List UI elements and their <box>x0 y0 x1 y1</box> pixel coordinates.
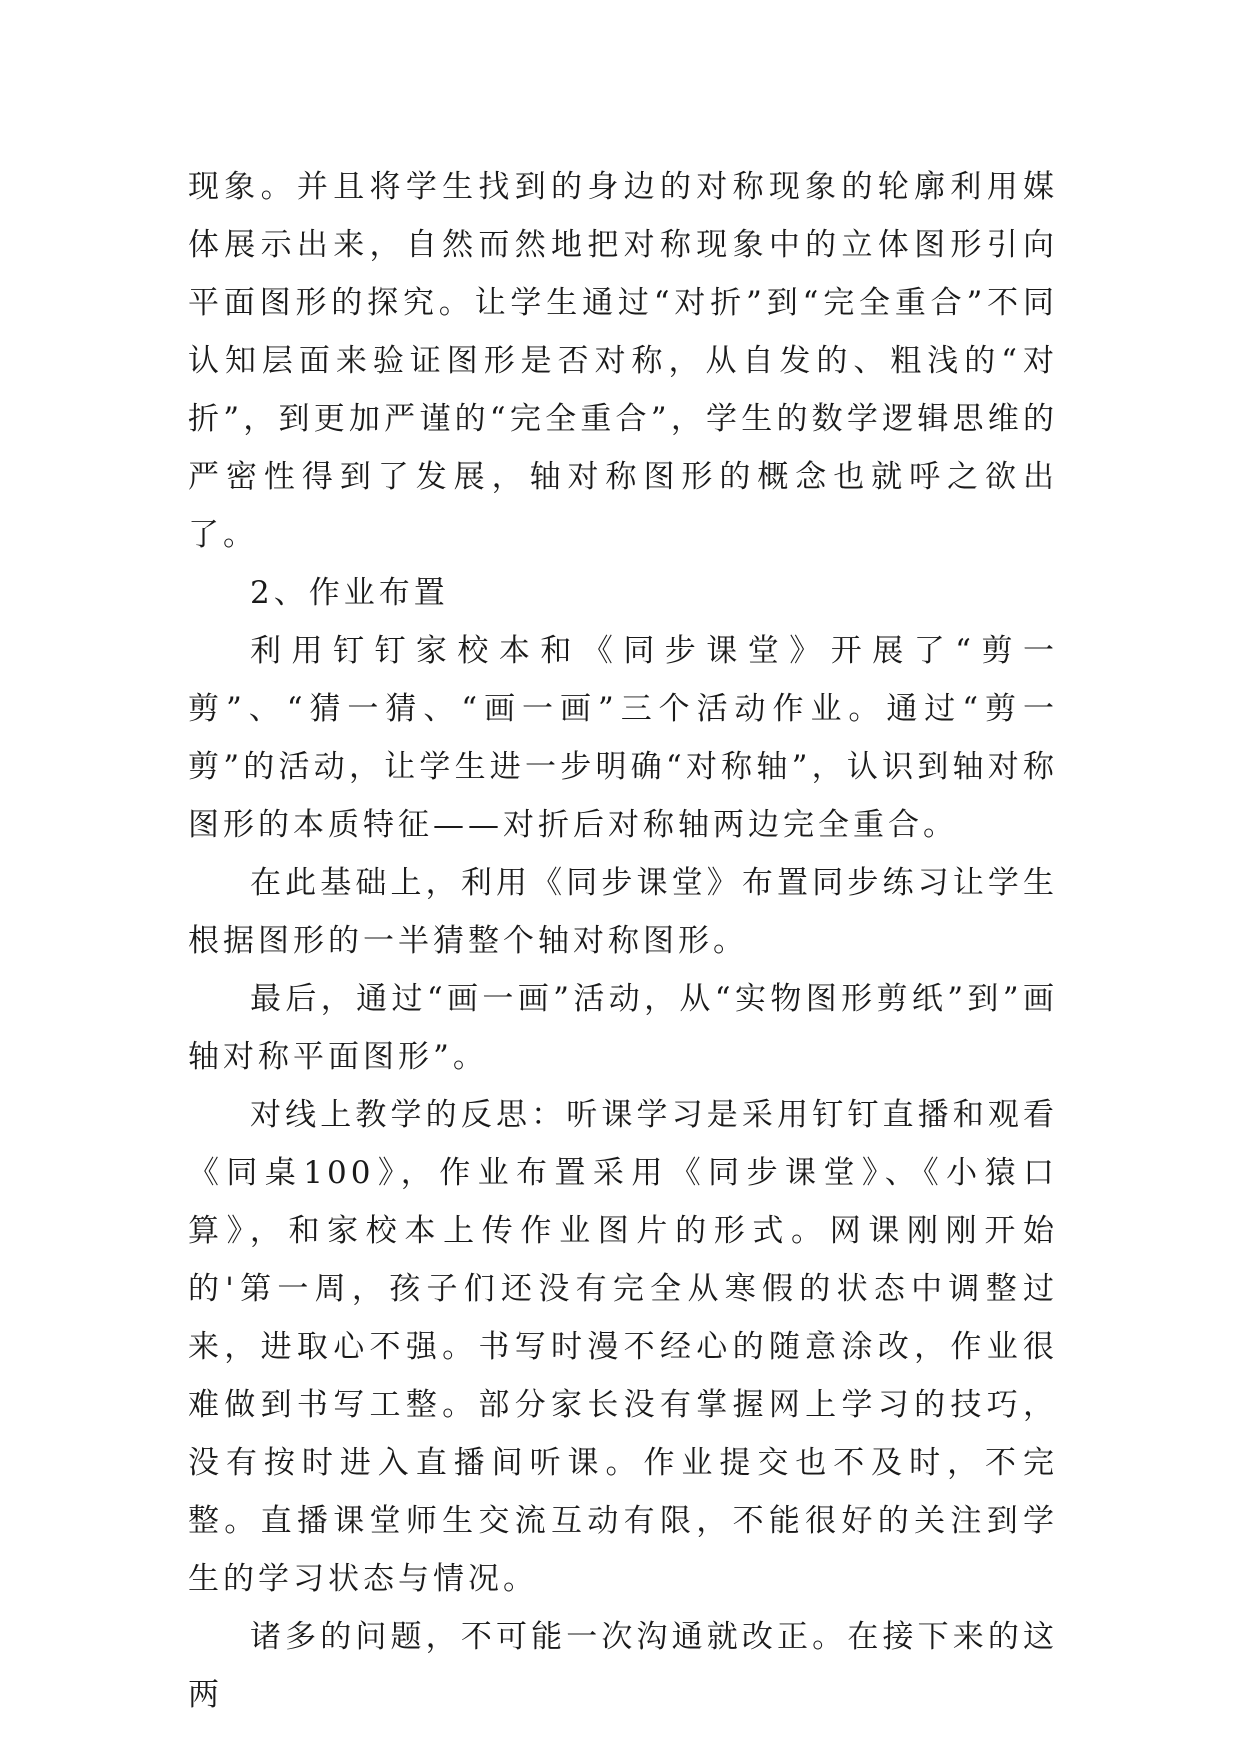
paragraph-activities: 利用钉钉家校本和《同步课堂》开展了“剪一剪”、“猜一猜、“画一画”三个活动作业。通过“剪一剪”的活动，让学生进一步明确“对称轴”，认识到轴对称图形的本质特征——对折后对称轴两边完全重合。 <box>188 633 1058 843</box>
paragraph-practice: 在此基础上，利用《同步课堂》布置同步练习让学生根据图形的一半猜整个轴对称图形。 <box>188 865 1058 959</box>
paragraph-reflection: 对线上教学的反思：听课学习是采用钉钉直播和观看《同桌100》，作业布置采用《同步课堂》、《小猿口算》，和家校本上传作业图片的形式。网课刚刚开始的'第一周，孩子们还没有完全从寒假的状态中调整过来，进取心不强。书写时漫不经心的随意涂改，作业很难做到书写工整。部分家长没有掌握网上学习的技巧，没有按时进入直播间听课。作业提交也不及时，不完整。直播课堂师生交流互动有限，不能很好的关注到学生的学习状态与情况。 <box>188 1097 1058 1597</box>
section-heading-homework: 2、作业布置 <box>250 575 449 611</box>
paragraph-drawing: 最后，通过“画一画”活动，从“实物图形剪纸”到”画轴对称平面图形”。 <box>188 981 1058 1075</box>
paragraph-problems: 诸多的问题，不可能一次沟通就改正。在接下来的这两 <box>188 1619 1058 1713</box>
paragraph-continuation: 现象。并且将学生找到的身边的对称现象的轮廓利用媒体展示出来，自然而然地把对称现象中的立体图形引向平面图形的探究。让学生通过“对折”到“完全重合”不同认知层面来验证图形是否对称，从自发的、粗浅的“对折”，到更加严谨的“完全重合”，学生的数学逻辑思维的严密性得到了发展，轴对称图形的概念也就呼之欲出了。 <box>188 169 1058 553</box>
body-text <box>188 158 1058 1724</box>
